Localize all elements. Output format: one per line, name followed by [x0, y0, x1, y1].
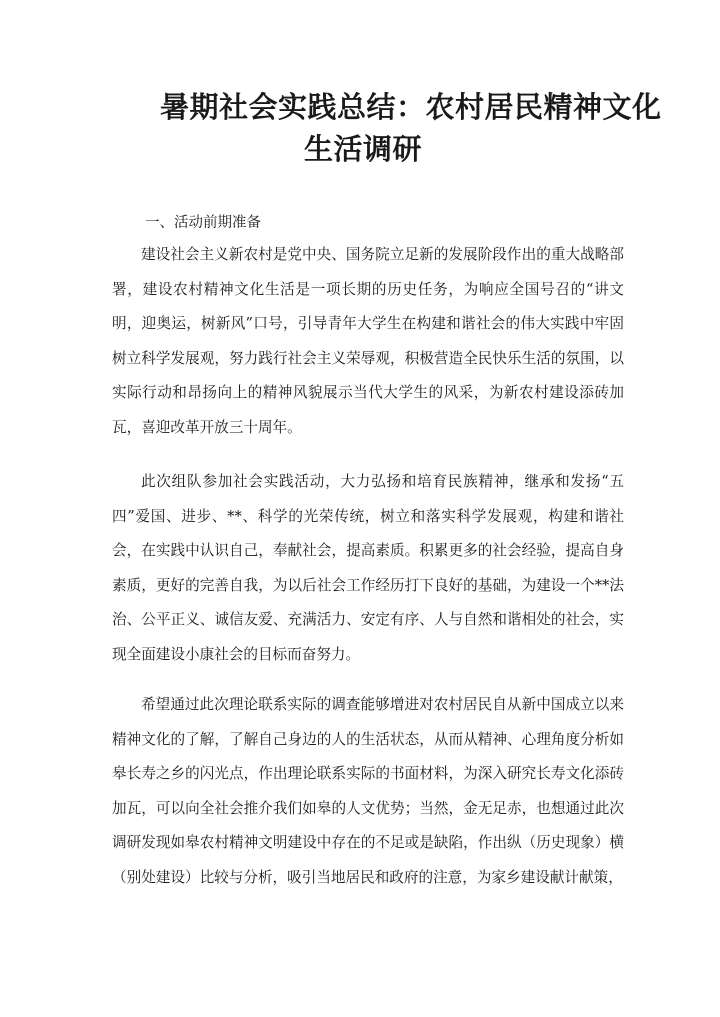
section-heading: 一、活动前期准备 [145, 215, 261, 231]
paragraph-3: 希望通过此次理论联系实际的调查能够增进对农村居民自从新中国成立以来精神文化的了解，了解自己身边的人的生活状态，从而从精神、心理角度分析如皋长寿之乡的闪光点，作出理论联系实际的书面材料，为深入研究长寿文化添砖加瓦，可以向全社会推介我们如皋的人文优势；当然，金无足赤，也想通过此次调研发现如皋农村精神文明建设中存在的不足或是缺陷，作出纵（历史现象）横（别处建设）比较与分析，吸引当地居民和政府的注意，为家乡建设献计献策， [112, 696, 624, 886]
paragraph-2: 此次组队参加社会实践活动，大力弘扬和培育民族精神，继承和发扬“五四”爱国、进步、**、科学的光荣传统，树立和落实科学发展观，构建和谐社会，在实践中认识自己，奉献社会，提高素质。积累更多的社会经验，提高自身素质，更好的完善自我，为以后社会工作经历打下良好的基础，为建设一个**法治、公平正义、诚信友爱、充满活力、安定有序、人与自然和谐相处的社会，实现全面建设小康社会的目标而奋努力。 [112, 473, 624, 663]
document-title [100, 86, 670, 170]
title-line-2: 生活调研 [304, 132, 423, 166]
title-line-1: 暑期社会实践总结：农村居民精神文化 [160, 90, 662, 124]
paragraph-1: 建设社会主义新农村是党中央、国务院立足新的发展阶段作出的重大战略部署，建设农村精神文化生活是一项长期的历史任务，为响应全国号召的“讲文明，迎奥运，树新风”口号，引导青年大学生在构建和谐社会的伟大实践中牢固树立科学发展观，努力践行社会主义荣辱观，积极营造全民快乐生活的氛围，以实际行动和昂扬向上的精神风貌展示当代大学生的风采，为新农村建设添砖加瓦，喜迎改革开放三十周年。 [112, 246, 624, 436]
